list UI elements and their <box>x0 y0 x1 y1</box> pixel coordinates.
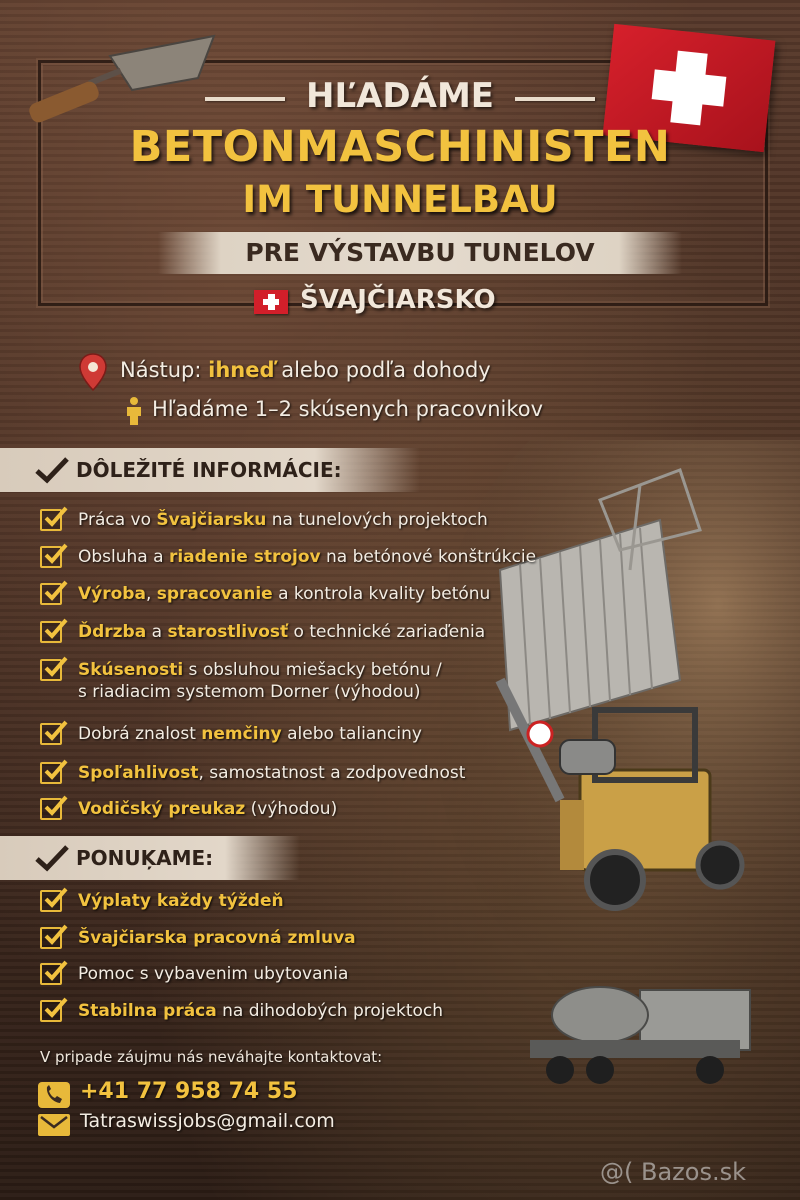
checkbox-icon <box>40 546 62 568</box>
list-item-text <box>78 583 490 605</box>
item-text: s obsluhou miešacky betónu / <box>183 660 442 680</box>
checkbox-icon <box>40 762 62 784</box>
item-text: na dihodobých projektoch <box>216 1001 444 1021</box>
country-label <box>250 285 550 321</box>
watermark: @( Bazos.sk <box>600 1158 746 1186</box>
list-item-text <box>78 762 465 784</box>
phone-icon <box>38 1082 70 1108</box>
start-rest: alebo podľa dohody <box>281 358 491 382</box>
item-text: (výhodou) <box>245 799 338 819</box>
checkbox-icon <box>40 509 62 531</box>
item-text: Práca vo <box>78 510 157 530</box>
mixer-truck <box>530 987 750 1084</box>
item-text: o technické zariaďenia <box>288 622 486 642</box>
item-text: , <box>145 584 157 604</box>
item-highlight: Ďdrzba <box>78 622 147 642</box>
item-text: Obsluha a <box>78 547 169 567</box>
item-highlight: Švajčiarska pracovná zmluva <box>78 928 356 948</box>
item-highlight: nemčiny <box>201 724 282 744</box>
item-highlight: riadenie strojov <box>168 547 321 567</box>
item-text: Dobrá znalost <box>78 724 202 744</box>
checkbox-icon <box>40 798 62 820</box>
list-item-text <box>78 621 485 643</box>
item-highlight: Výplaty každy týždeň <box>78 891 284 911</box>
list-item-text <box>78 659 442 703</box>
location-pin-icon <box>78 352 108 392</box>
list-item-text <box>78 509 488 531</box>
headline-hladame: HĽADÁME <box>305 76 495 116</box>
checkbox-icon <box>40 621 62 643</box>
email-address[interactable]: Tatraswissjobs@gmail.com <box>80 1110 335 1132</box>
list-item-text <box>78 723 422 745</box>
item-text: alebo talianciny <box>281 724 422 744</box>
item-text: a <box>146 622 168 642</box>
list-item-text <box>78 546 536 568</box>
checkbox-icon <box>40 927 62 949</box>
tunnel-machinery-illustration <box>440 440 800 1140</box>
item-text: na betónové konštrúkcie <box>320 547 537 567</box>
checkbox-icon <box>40 659 62 681</box>
section-title: DÔLEŽITÉ INFORMÁCIE: <box>76 458 342 482</box>
seeking-info: Hľadáme 1–2 skúsenych pracovnikov <box>152 397 544 421</box>
item-text: Pomoc s vybavenim ubytovania <box>78 964 349 984</box>
checkbox-icon <box>40 583 62 605</box>
item-text: , samostatnost a zodpovednost <box>198 763 466 783</box>
checkmark-icon <box>34 844 70 872</box>
list-item-text <box>78 798 337 820</box>
item-text: s riadiacim systemom Dorner (výhodou) <box>78 682 421 702</box>
contact-intro: V pripade záujmu nás neváhajte kontaktovat: <box>40 1048 383 1066</box>
start-label: Nástup: <box>120 358 202 382</box>
start-info <box>120 358 491 382</box>
email-icon <box>38 1114 70 1136</box>
swiss-flag-icon <box>254 290 288 314</box>
start-highlight: ihneď <box>208 358 275 382</box>
item-highlight: Spoľahlivost <box>78 763 199 783</box>
subtitle-banner: PRE VÝSTAVBU TUNELOV <box>158 232 682 274</box>
list-item-text <box>78 927 356 949</box>
checkbox-icon <box>40 890 62 912</box>
checkbox-icon <box>40 963 62 985</box>
item-text: na tunelových projektoch <box>266 510 488 530</box>
job-title-line1: BETONMASCHINISTEN <box>129 122 671 172</box>
checkbox-icon <box>40 1000 62 1022</box>
item-highlight: Vodičský preukaz <box>78 799 246 819</box>
item-highlight: Stabilna práca <box>78 1001 217 1021</box>
person-icon <box>122 396 146 426</box>
item-highlight: Švajčiarsku <box>156 510 267 530</box>
warning-sign <box>528 722 552 746</box>
list-item-text <box>78 963 348 985</box>
item-highlight: Výroba <box>78 584 146 604</box>
section-header-important <box>0 448 420 492</box>
item-highlight: Skúsenosti <box>78 660 184 680</box>
job-title-line2: IM TUNNELBAU <box>242 178 558 221</box>
item-highlight: spracovanie <box>156 584 273 604</box>
checkbox-icon <box>40 723 62 745</box>
item-text: a kontrola kvality betónu <box>272 584 491 604</box>
country-name: ŠVAJČIARSKO <box>300 285 496 315</box>
section-title: PONUĶAME: <box>76 846 214 870</box>
list-item-text <box>78 890 284 912</box>
section-header-offer <box>0 836 300 880</box>
phone-number[interactable]: +41 77 958 74 55 <box>80 1079 298 1104</box>
list-item-text <box>78 1000 443 1022</box>
item-highlight: starostlivosť <box>167 622 289 642</box>
checkmark-icon <box>34 456 70 484</box>
